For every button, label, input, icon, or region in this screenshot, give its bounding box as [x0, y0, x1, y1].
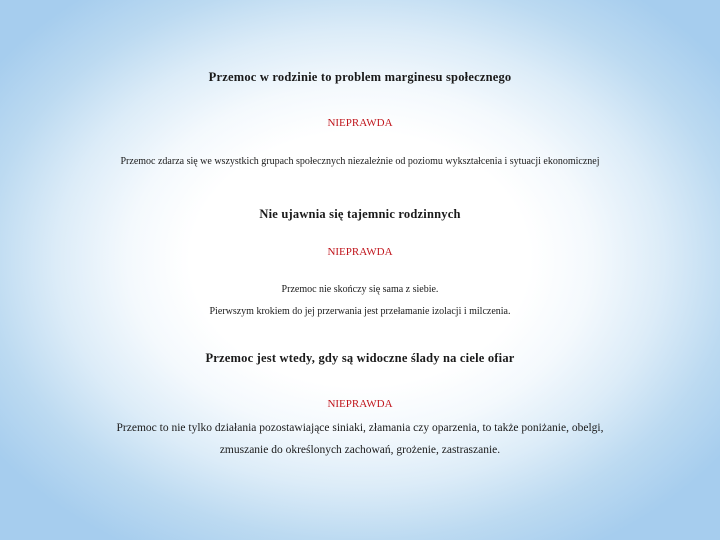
myth-3-verdict: NIEPRAWDA: [327, 398, 393, 410]
myth-1-verdict: NIEPRAWDA: [327, 117, 393, 129]
myth-3-statement: Przemoc jest wtedy, gdy są widoczne ślady na ciele ofiar: [205, 351, 515, 365]
myth-3-explanation-line-1: Przemoc to nie tylko działania pozostawiające siniaki, złamania czy oparzenia, to także poniżanie, obelgi,: [116, 422, 604, 434]
myth-2-explanation-line-2: Pierwszym krokiem do jej przerwania jest przełamanie izolacji i milczenia.: [209, 306, 511, 317]
myth-1-explanation: Przemoc zdarza się we wszystkich grupach społecznych niezależnie od poziomu wykształcenia i sytuacji ekonomicznej: [120, 156, 600, 167]
myth-3-explanation-line-2: zmuszanie do określonych zachowań, grożenie, zastraszanie.: [219, 444, 501, 456]
myth-2-explanation-line-1: Przemoc nie skończy się sama z siebie.: [281, 284, 439, 295]
myth-2-statement: Nie ujawnia się tajemnic rodzinnych: [259, 207, 461, 221]
myth-1-statement: Przemoc w rodzinie to problem marginesu społecznego: [208, 70, 512, 84]
myth-2-verdict: NIEPRAWDA: [327, 246, 393, 258]
